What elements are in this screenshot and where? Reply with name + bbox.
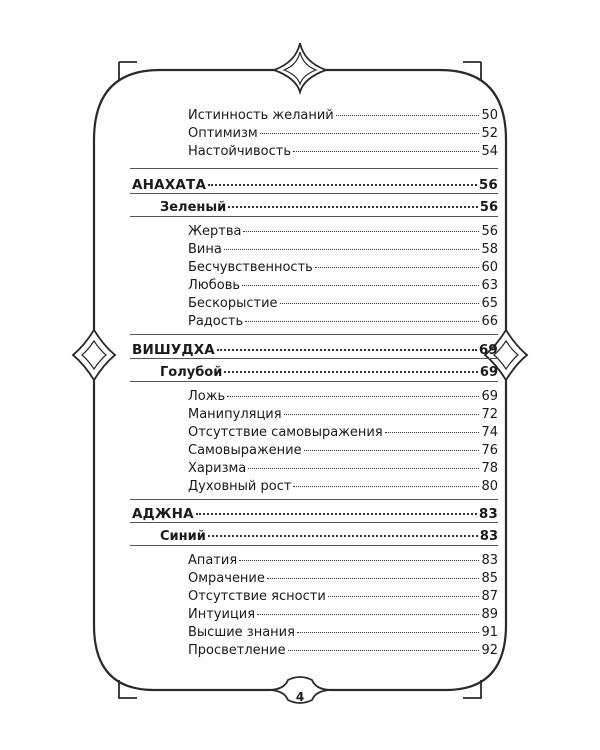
toc-entry[interactable]: Бесчувственность 60 bbox=[188, 260, 498, 275]
toc-entry[interactable]: Манипуляция 72 bbox=[188, 407, 498, 422]
dot-leader bbox=[242, 285, 479, 286]
dot-leader bbox=[227, 396, 479, 397]
toc-entry[interactable]: Отсутствие самовыражения 74 bbox=[188, 425, 498, 440]
page-number: 4 bbox=[295, 690, 305, 704]
dot-leader bbox=[224, 371, 478, 373]
dot-leader bbox=[228, 206, 478, 208]
dot-leader bbox=[304, 450, 480, 451]
dot-leader bbox=[196, 513, 477, 515]
section-divider bbox=[130, 499, 498, 500]
dot-leader bbox=[336, 115, 480, 116]
toc-entry[interactable]: Апатия 83 bbox=[188, 553, 498, 568]
section-divider bbox=[130, 381, 498, 382]
dot-leader bbox=[217, 349, 477, 351]
dot-leader bbox=[288, 650, 480, 651]
dot-leader bbox=[208, 184, 477, 186]
dot-leader bbox=[243, 231, 479, 232]
corner-bracket-top-right bbox=[463, 62, 481, 80]
section-divider bbox=[130, 193, 498, 194]
dot-leader bbox=[224, 249, 480, 250]
toc-subsection-blue[interactable]: Голубой 69 bbox=[160, 365, 498, 380]
section-divider bbox=[130, 358, 498, 359]
dot-leader bbox=[297, 632, 480, 633]
dot-leader bbox=[245, 321, 479, 322]
toc-subsection-indigo[interactable]: Синий 83 bbox=[160, 529, 498, 544]
toc-entry[interactable]: Любовь 63 bbox=[188, 278, 498, 293]
dot-leader bbox=[267, 578, 480, 579]
dot-leader bbox=[257, 614, 479, 615]
dot-leader bbox=[385, 432, 480, 433]
toc-entry[interactable]: Настойчивость 54 bbox=[188, 144, 498, 159]
dot-leader bbox=[328, 596, 480, 597]
toc-entry[interactable]: Вина 58 bbox=[188, 242, 498, 257]
corner-bracket-top-left bbox=[119, 62, 137, 80]
toc-entry[interactable]: Высшие знания 91 bbox=[188, 625, 498, 640]
toc-entry[interactable]: Самовыражение 76 bbox=[188, 443, 498, 458]
toc-entry[interactable]: Бескорыстие 65 bbox=[188, 296, 498, 311]
dot-leader bbox=[208, 535, 478, 537]
toc-entry[interactable]: Просветление 92 bbox=[188, 643, 498, 658]
dot-leader bbox=[293, 486, 479, 487]
left-ornament-icon bbox=[73, 330, 115, 380]
dot-leader bbox=[293, 151, 479, 152]
toc-entry[interactable]: Жертва 56 bbox=[188, 224, 498, 239]
toc-section-vishudha[interactable]: ВИШУДХА 69 bbox=[132, 342, 498, 358]
toc-entry[interactable]: Радость 66 bbox=[188, 314, 498, 329]
top-ornament-icon bbox=[274, 43, 326, 92]
section-divider bbox=[130, 522, 498, 523]
section-divider bbox=[130, 168, 498, 169]
toc-entry[interactable]: Омрачение 85 bbox=[188, 571, 498, 586]
dot-leader bbox=[260, 133, 480, 134]
dot-leader bbox=[284, 414, 480, 415]
toc-section-anahata[interactable]: АНАХАТА 56 bbox=[132, 177, 498, 193]
section-divider bbox=[130, 334, 498, 335]
dot-leader bbox=[239, 560, 479, 561]
section-divider bbox=[130, 216, 498, 217]
toc-subsection-green[interactable]: Зеленый 56 bbox=[160, 200, 498, 215]
dot-leader bbox=[248, 468, 479, 469]
dot-leader bbox=[315, 267, 480, 268]
toc-entry[interactable]: Ложь 69 bbox=[188, 389, 498, 404]
section-divider bbox=[130, 545, 498, 546]
toc-section-ajna[interactable]: АДЖНА 83 bbox=[132, 506, 498, 522]
toc-entry[interactable]: Интуиция 89 bbox=[188, 607, 498, 622]
toc-entry[interactable]: Истинность желаний 50 bbox=[188, 108, 498, 123]
dot-leader bbox=[280, 303, 480, 304]
toc-entry[interactable]: Духовный рост 80 bbox=[188, 479, 498, 494]
toc-entry[interactable]: Отсутствие ясности 87 bbox=[188, 589, 498, 604]
toc-entry[interactable]: Харизма 78 bbox=[188, 461, 498, 476]
toc-entry[interactable]: Оптимизм 52 bbox=[188, 126, 498, 141]
